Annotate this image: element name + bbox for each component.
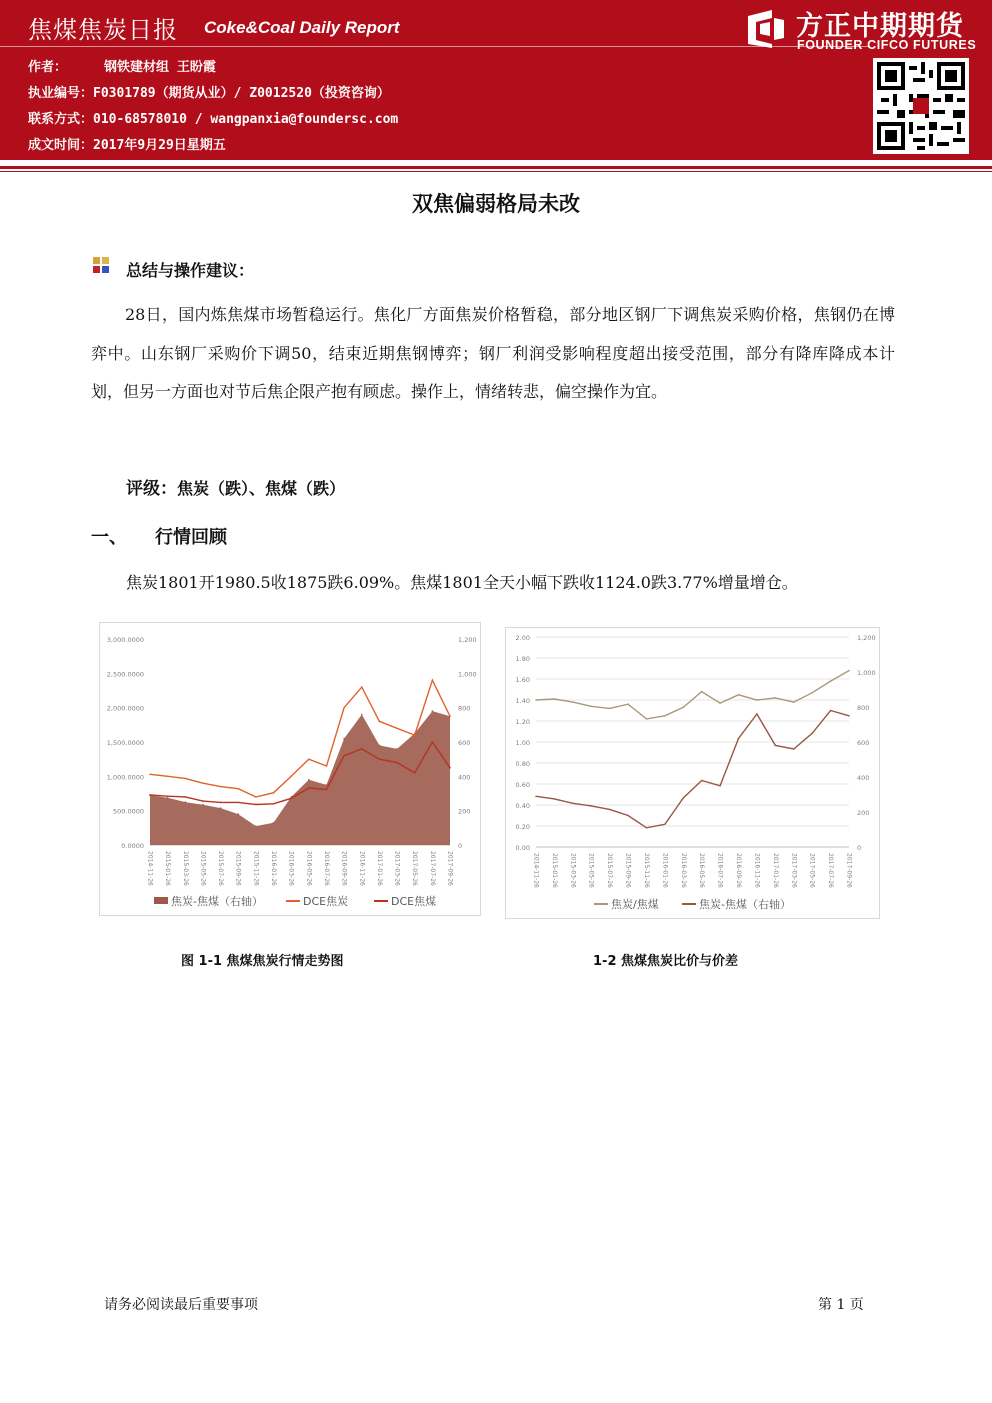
- report-header: [0, 0, 992, 160]
- contact-label: 联系方式：: [28, 112, 94, 127]
- data-point: [308, 787, 310, 789]
- data-point: [590, 805, 592, 807]
- y-right-tick-label: 1,000: [857, 669, 876, 677]
- y-right-tick-label: 200: [857, 809, 870, 817]
- author-line: [28, 56, 216, 75]
- data-point: [220, 786, 222, 788]
- data-point: [719, 702, 721, 704]
- data-point: [701, 691, 703, 693]
- data-point: [255, 796, 257, 798]
- x-tick-label: 2017-03-26: [790, 853, 798, 888]
- summary-heading: 总结与操作建议：: [126, 261, 255, 280]
- data-point: [396, 762, 398, 764]
- y-left-tick-label: 500.0000: [112, 807, 144, 816]
- section-number: 一、: [91, 527, 127, 548]
- series-line: [536, 711, 849, 828]
- data-point: [220, 802, 222, 804]
- contact-value: 010-68578010 / wangpanxia@foundersc.com: [93, 112, 399, 127]
- data-point: [326, 784, 328, 786]
- data-point: [149, 794, 151, 796]
- qr-code-icon: [873, 58, 969, 154]
- x-tick-label: 2017-05-26: [808, 853, 816, 888]
- y-left-tick-label: 0.20: [515, 823, 530, 831]
- y-left-tick-label: 0.40: [515, 802, 530, 810]
- data-point: [535, 795, 537, 797]
- data-point: [414, 734, 416, 736]
- data-point: [184, 796, 186, 798]
- data-point: [167, 795, 169, 797]
- data-point: [590, 706, 592, 708]
- data-point: [572, 701, 574, 703]
- x-tick-label: 2016-11-26: [753, 853, 761, 888]
- x-tick-label: 2015-01-26: [550, 853, 558, 888]
- y-left-tick-label: 0.60: [515, 781, 530, 789]
- legend-label: 焦炭-焦煤（右轴）: [699, 898, 791, 911]
- data-point: [202, 804, 204, 806]
- data-point: [167, 776, 169, 778]
- y-left-tick-label: 0.0000: [121, 842, 144, 850]
- report-title: 焦煤焦炭日报: [28, 16, 178, 44]
- x-tick-label: 2015-07-26: [606, 853, 614, 888]
- data-point: [414, 772, 416, 774]
- chart-1: [100, 623, 480, 915]
- document-title: 双焦偏弱格局未改: [412, 192, 580, 216]
- data-point: [664, 823, 666, 825]
- y-left-tick-label: 1,000.0000: [106, 773, 144, 782]
- data-point: [202, 800, 204, 802]
- date-label: 成文时间：: [28, 138, 94, 153]
- x-tick-label: 2015-09-26: [624, 853, 632, 888]
- chart-2-frame: [505, 627, 880, 919]
- x-tick-label: 2017-09-26: [845, 853, 853, 888]
- data-point: [149, 773, 151, 775]
- data-point: [682, 797, 684, 799]
- legend-label: DCE焦煤: [391, 895, 437, 908]
- author-value: 钢铁建材组 王盼霞: [104, 60, 216, 75]
- data-point: [756, 699, 758, 701]
- data-point: [609, 809, 611, 811]
- x-tick-label: 2017-01-26: [375, 851, 383, 886]
- x-tick-label: 2016-07-26: [716, 853, 724, 888]
- x-tick-label: 2017-07-26: [827, 853, 835, 888]
- founder-logo-icon: [744, 8, 788, 48]
- summary-paragraph: 28日，国内炼焦煤市场暂稳运行。焦化厂方面焦炭价格暂稳，部分地区钢厂下调焦炭采购价格，焦钢仍在博弈中。山东钢厂采购价下调50，结束近期焦钢博弈；钢厂利润受影响程度超出接受范围，部分有降库降成本计划，但另一方面也对节后焦企限产抱有顾虑。操作上，情绪转悲，偏空操作为宜。: [91, 305, 895, 401]
- data-point: [572, 802, 574, 804]
- data-point: [449, 767, 451, 769]
- data-point: [237, 802, 239, 804]
- data-point: [361, 714, 363, 716]
- x-tick-label: 2016-03-26: [287, 851, 295, 886]
- data-point: [379, 745, 381, 747]
- chart-1-frame: [99, 622, 481, 916]
- data-point: [361, 686, 363, 688]
- chart-2: [506, 628, 879, 918]
- footer-notice: 请务必阅读最后重要事项: [104, 1297, 258, 1313]
- section-heading: [91, 523, 227, 549]
- author-label: 作者：: [28, 60, 68, 75]
- section-title: 行情回顾: [155, 527, 227, 548]
- x-tick-label: 2016-01-26: [661, 853, 669, 888]
- data-point: [793, 701, 795, 703]
- data-point: [830, 710, 832, 712]
- x-tick-label: 2017-05-26: [411, 851, 419, 886]
- logo-en-text: FOUNDER CIFCO FUTURES: [797, 38, 977, 52]
- x-tick-label: 2015-03-26: [569, 853, 577, 888]
- contact-line: [28, 108, 398, 127]
- data-point: [793, 748, 795, 750]
- data-point: [719, 785, 721, 787]
- data-point: [379, 758, 381, 760]
- y-left-tick-label: 1.80: [515, 655, 530, 663]
- rating-value: 焦炭（跌）、焦煤（跌）: [177, 479, 346, 498]
- y-left-tick-label: 2,500.0000: [106, 670, 144, 679]
- y-right-tick-label: 1,000: [458, 670, 477, 679]
- data-point: [848, 670, 850, 672]
- x-tick-label: 2017-01-26: [771, 853, 779, 888]
- x-tick-label: 2015-03-26: [181, 851, 189, 886]
- data-point: [535, 699, 537, 701]
- data-point: [237, 813, 239, 815]
- data-point: [343, 755, 345, 757]
- data-point: [396, 727, 398, 729]
- data-point: [396, 748, 398, 750]
- license-value: F0301789（期货从业）/ Z0012520（投资咨询）: [93, 86, 390, 101]
- y-left-tick-label: 1.40: [515, 697, 530, 705]
- x-tick-label: 2015-11-26: [642, 853, 650, 888]
- x-tick-label: 2016-11-26: [358, 851, 366, 886]
- x-tick-label: 2016-09-26: [340, 851, 348, 886]
- y-right-tick-label: 400: [458, 773, 471, 782]
- data-point: [682, 707, 684, 709]
- data-point: [811, 732, 813, 734]
- data-point: [290, 776, 292, 778]
- x-tick-label: 2016-03-26: [679, 853, 687, 888]
- license-label: 执业编号：: [28, 86, 94, 101]
- y-right-tick-label: 1,200: [458, 636, 477, 644]
- y-right-tick-label: 0: [458, 842, 463, 850]
- data-point: [220, 807, 222, 809]
- data-point: [449, 715, 451, 717]
- data-point: [308, 779, 310, 781]
- data-point: [343, 707, 345, 709]
- header-divider: [0, 46, 870, 47]
- data-point: [343, 738, 345, 740]
- data-point: [646, 827, 648, 829]
- rating-line: [126, 474, 345, 499]
- data-point: [627, 815, 629, 817]
- data-point: [237, 788, 239, 790]
- data-point: [184, 778, 186, 780]
- data-point: [775, 697, 777, 699]
- x-tick-label: 2014-11-26: [532, 853, 540, 888]
- data-point: [738, 694, 740, 696]
- y-right-tick-label: 600: [458, 739, 471, 747]
- y-left-tick-label: 1.00: [515, 739, 530, 747]
- data-point: [775, 745, 777, 747]
- data-point: [432, 710, 434, 712]
- x-tick-label: 2015-05-26: [199, 851, 207, 886]
- data-point: [308, 758, 310, 760]
- data-point: [432, 741, 434, 743]
- data-point: [202, 782, 204, 784]
- y-right-tick-label: 200: [458, 807, 471, 816]
- rating-label: 评级：: [126, 479, 177, 499]
- legend-swatch: [154, 897, 168, 904]
- y-right-tick-label: 1,200: [857, 634, 876, 642]
- data-point: [326, 789, 328, 791]
- x-tick-label: 2017-03-26: [393, 851, 401, 886]
- data-point: [554, 698, 556, 700]
- y-left-tick-label: 3,000.0000: [106, 636, 144, 644]
- logo-cn-text: 方正中期期货: [796, 11, 964, 42]
- data-point: [379, 721, 381, 723]
- header-rule-thick: [0, 166, 992, 169]
- date-line: [28, 134, 226, 153]
- section-bullet-icon: [91, 255, 111, 275]
- x-tick-label: 2016-05-26: [305, 851, 313, 886]
- y-left-tick-label: 2,000.0000: [106, 704, 144, 713]
- x-tick-label: 2015-11-26: [252, 851, 260, 886]
- x-tick-label: 2015-05-26: [587, 853, 595, 888]
- series-line: [536, 671, 849, 719]
- y-right-tick-label: 400: [857, 774, 870, 782]
- x-tick-label: 2015-07-26: [217, 851, 225, 886]
- x-tick-label: 2014-11-26: [146, 851, 154, 886]
- y-left-tick-label: 0.00: [515, 844, 530, 852]
- header-rule-thin: [0, 171, 992, 172]
- y-left-tick-label: 1,500.0000: [106, 739, 144, 747]
- data-point: [664, 715, 666, 717]
- y-right-tick-label: 600: [857, 739, 870, 747]
- x-tick-label: 2015-01-26: [164, 851, 172, 886]
- x-tick-label: 2015-09-26: [234, 851, 242, 886]
- legend-label: 焦炭-焦煤（右轴）: [171, 895, 263, 908]
- data-point: [167, 797, 169, 799]
- data-point: [290, 798, 292, 800]
- legend-label: DCE焦炭: [303, 895, 349, 908]
- date-value: 2017年9月29日星期五: [93, 138, 226, 153]
- y-left-tick-label: 1.20: [515, 718, 530, 726]
- data-point: [738, 738, 740, 740]
- x-tick-label: 2016-05-26: [698, 853, 706, 888]
- y-left-tick-label: 1.60: [515, 676, 530, 684]
- x-tick-label: 2017-07-26: [428, 851, 436, 886]
- data-point: [701, 780, 703, 782]
- data-point: [646, 718, 648, 720]
- y-left-tick-label: 0.80: [515, 760, 530, 768]
- data-point: [273, 803, 275, 805]
- y-right-tick-label: 800: [857, 704, 870, 712]
- market-review-text: 焦炭1801开1980.5收1875跌6.09%。焦煤1801全天小幅下跌收1124.0跌3.77%增量增仓。: [126, 573, 798, 592]
- data-point: [609, 708, 611, 710]
- chart-2-caption: 1-2 焦煤焦炭比价与价差: [593, 954, 739, 969]
- y-right-tick-label: 800: [458, 704, 471, 713]
- license-line: [28, 82, 390, 101]
- data-point: [361, 748, 363, 750]
- data-point: [326, 765, 328, 767]
- y-right-tick-label: 0: [857, 844, 862, 852]
- x-tick-label: 2016-01-26: [270, 851, 278, 886]
- data-point: [554, 798, 556, 800]
- data-point: [830, 680, 832, 682]
- page-number: 第 1 页: [818, 1297, 864, 1313]
- x-tick-label: 2016-09-26: [735, 853, 743, 888]
- data-point: [273, 822, 275, 824]
- data-point: [848, 715, 850, 717]
- x-tick-label: 2017-09-26: [446, 851, 454, 886]
- x-tick-label: 2016-07-26: [322, 851, 330, 886]
- chart-1-caption: 图 1-1 焦煤焦炭行情走势图: [181, 954, 344, 969]
- data-point: [255, 804, 257, 806]
- y-left-tick-label: 2.00: [515, 634, 530, 642]
- data-point: [255, 825, 257, 827]
- data-point: [273, 792, 275, 794]
- data-point: [756, 713, 758, 715]
- data-point: [432, 679, 434, 681]
- report-subtitle: Coke&Coal Daily Report: [204, 18, 400, 37]
- data-point: [184, 801, 186, 803]
- data-point: [811, 692, 813, 694]
- legend-label: 焦炭/焦煤: [611, 898, 659, 911]
- data-point: [627, 703, 629, 705]
